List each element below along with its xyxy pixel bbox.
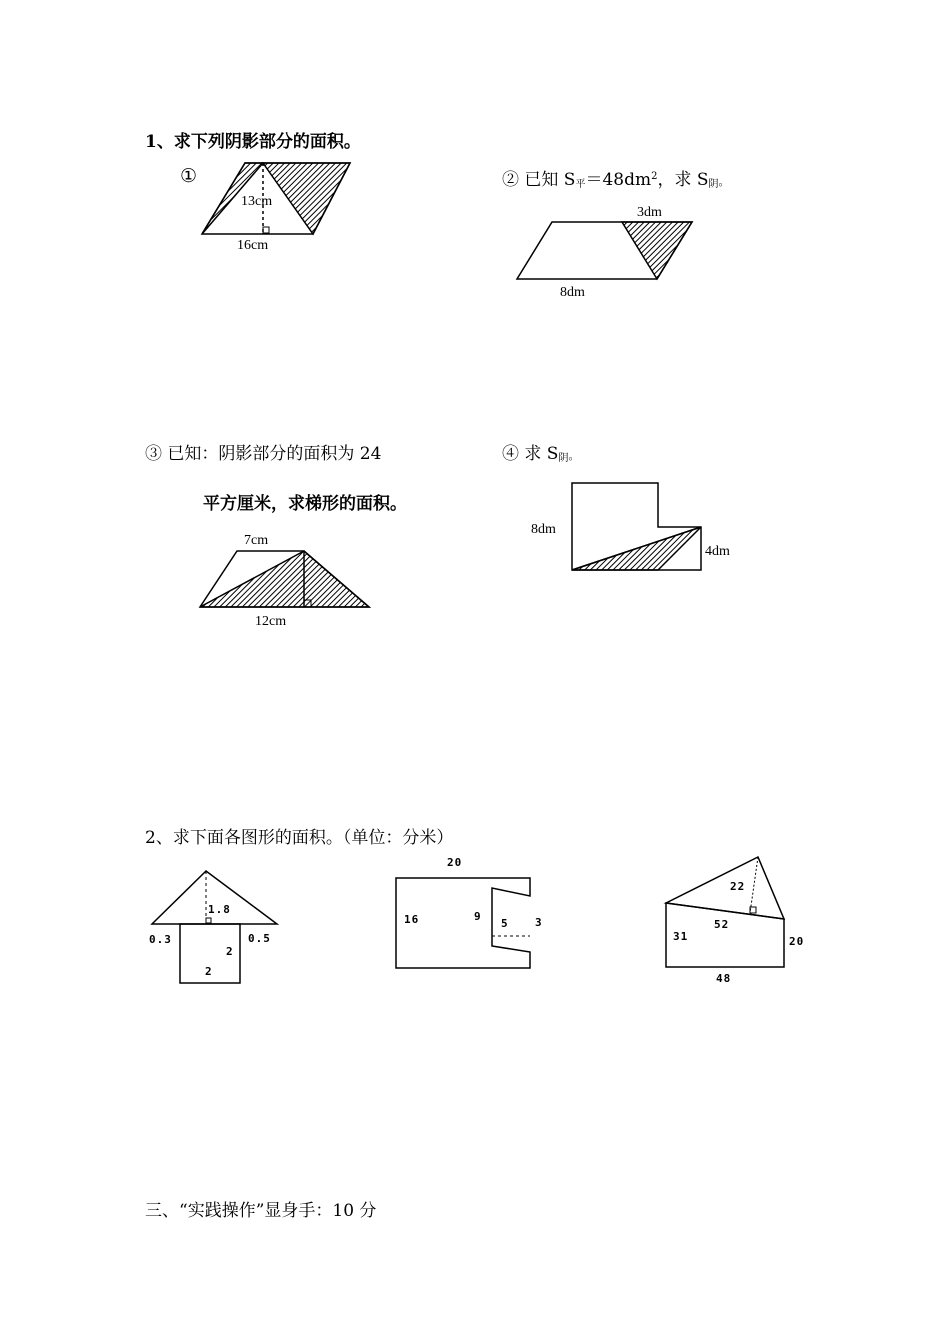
f3-right-label: 20 [789, 935, 805, 948]
f1-bottom-label: 2 [205, 965, 213, 978]
f2-left-label: 16 [404, 913, 420, 926]
p1-height-label: 13cm [241, 194, 273, 209]
p2-given-sub: 平 [575, 179, 586, 190]
f3-bottom-label: 48 [716, 972, 732, 985]
p2-mark: ② [502, 170, 519, 190]
p4-left-label: 8dm [531, 522, 556, 537]
f1-figure [152, 871, 277, 983]
p2-prompt [502, 165, 730, 190]
f3-figure [666, 857, 784, 967]
p3-mark: ③ [145, 444, 162, 464]
p2-given-pre: 已知 S [524, 170, 576, 190]
f1-triangle [152, 871, 277, 924]
p4-figure [572, 483, 701, 570]
p2-base-label: 8dm [560, 285, 585, 300]
p3-figure [200, 551, 369, 607]
f1-h-label: 1.8 [208, 903, 231, 916]
f1-side-label: 2 [226, 945, 234, 958]
f3-height-line [750, 857, 758, 913]
p2-top-label: 3dm [637, 205, 662, 220]
f3-left-label: 31 [673, 930, 689, 943]
p4-right-label: 4dm [705, 544, 730, 559]
p4-ask-end: 。 [568, 449, 580, 462]
p1-mark: ① [180, 165, 198, 187]
p3-line2: 平方厘米，求梯形的面积。 [203, 494, 407, 514]
p1-shade-right [263, 163, 350, 234]
p1-base-label: 16cm [237, 238, 269, 253]
f1-right-label: 0.5 [248, 932, 271, 945]
p3-line1: 已知：阴影部分的面积为 24 [167, 444, 382, 464]
section1-heading: 1、求下列阴影部分的面积。 [145, 132, 361, 152]
p4-ask-sub: 阴 [558, 453, 569, 464]
p2-shade [622, 222, 692, 279]
p2-given-sup: 2 [651, 171, 658, 182]
p3-prompt-line1 [145, 439, 381, 464]
p1-figure [202, 163, 350, 234]
f1-left-label: 0.3 [149, 933, 172, 946]
p3-top-label: 7cm [244, 533, 269, 548]
p4-prompt [502, 439, 579, 464]
f2-top-label: 20 [447, 856, 463, 869]
p1-right-angle [263, 227, 269, 233]
p3-shade [200, 551, 369, 607]
p2-figure [517, 222, 692, 279]
p4-ask-pre: 求 S [524, 444, 559, 464]
f3-b-label: 52 [714, 918, 730, 931]
p3-base-label: 12cm [255, 614, 287, 629]
f1-right-angle [206, 918, 211, 923]
f2-inner-label: 5 [501, 917, 509, 930]
f2-depth-label: 9 [474, 910, 482, 923]
p4-mark: ④ [502, 444, 519, 464]
p2-given-mid: ＝48dm [585, 170, 652, 190]
f3-triangle [666, 857, 784, 919]
f2-gap-label: 3 [535, 916, 543, 929]
p2-ask-end: 。 [718, 175, 730, 188]
section3-heading: 三、“实践操作”显身手：10 分 [145, 1201, 377, 1221]
p2-ask-sub: 阴 [708, 179, 719, 190]
p2-given-post: ，求 S [657, 170, 709, 190]
f3-a-label: 22 [730, 880, 746, 893]
section2-heading: 2、求下面各图形的面积。（单位：分米） [145, 828, 454, 848]
